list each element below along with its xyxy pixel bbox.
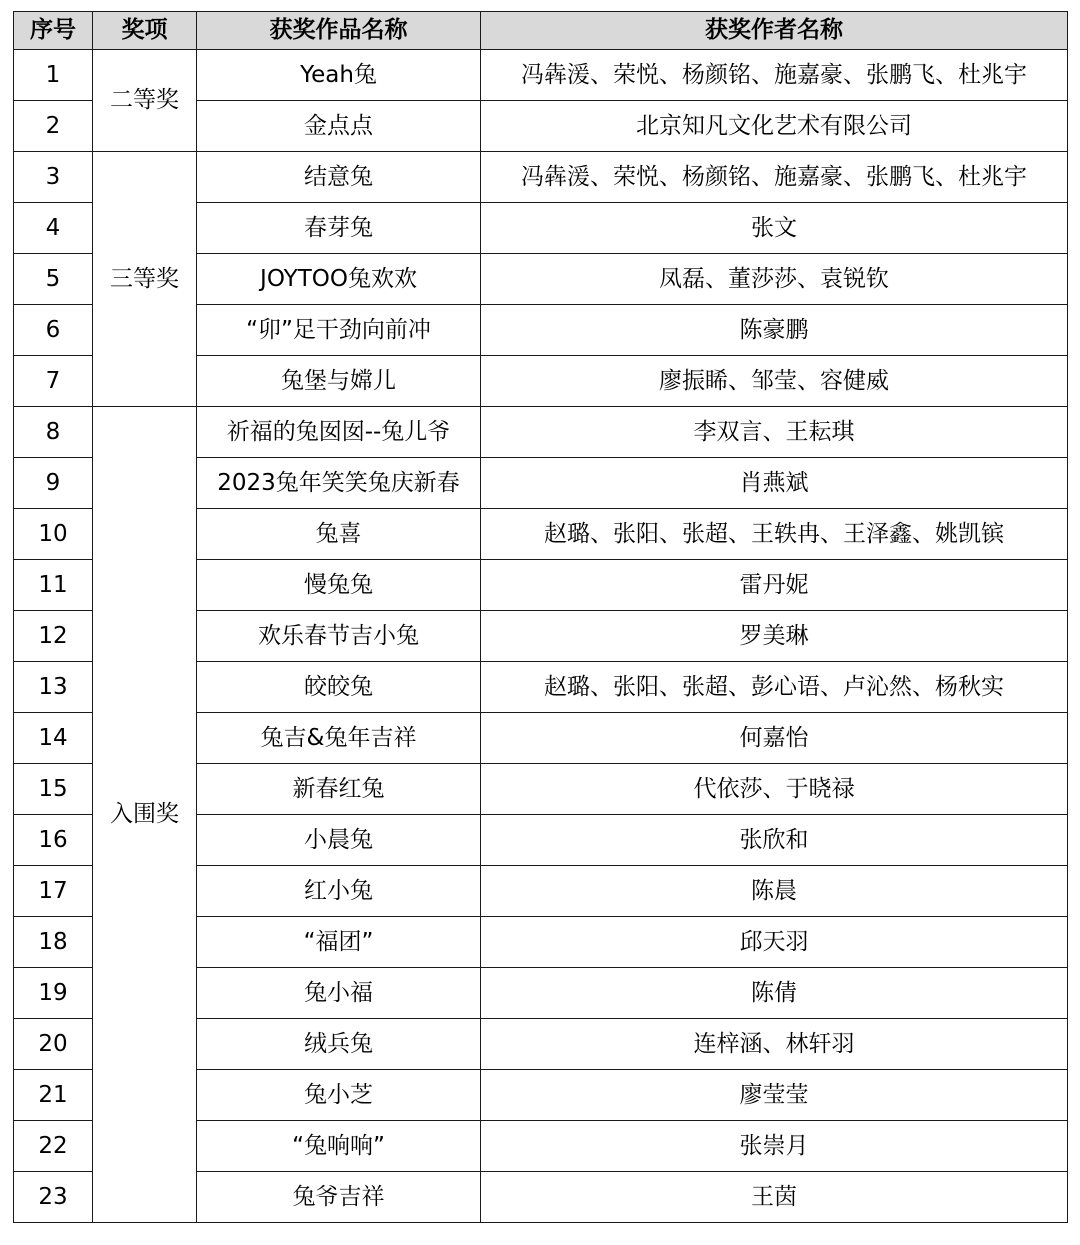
header-work: 获奖作品名称: [197, 12, 481, 50]
row-author: 邱天羽: [481, 917, 1068, 968]
row-author: 陈晨: [481, 866, 1068, 917]
row-work: 慢兔兔: [197, 560, 481, 611]
row-author: 陈倩: [481, 968, 1068, 1019]
row-work: 兔喜: [197, 509, 481, 560]
row-work: 兔吉&兔年吉祥: [197, 713, 481, 764]
award-group-third: 三等奖: [93, 152, 197, 407]
row-author: 张欣和: [481, 815, 1068, 866]
row-no: 19: [14, 968, 93, 1019]
row-work: 春芽兔: [197, 203, 481, 254]
row-author: 赵璐、张阳、张超、彭心语、卢沁然、杨秋实: [481, 662, 1068, 713]
row-no: 7: [14, 356, 93, 407]
row-no: 9: [14, 458, 93, 509]
table-row: [14, 152, 1068, 203]
row-work: 欢乐春节吉小兔: [197, 611, 481, 662]
row-no: 20: [14, 1019, 93, 1070]
row-author: 冯犇湲、荣悦、杨颜铭、施嘉豪、张鹏飞、杜兆宇: [481, 152, 1068, 203]
row-work: “兔响响”: [197, 1121, 481, 1172]
row-no: 15: [14, 764, 93, 815]
row-no: 21: [14, 1070, 93, 1121]
row-work: 兔小芝: [197, 1070, 481, 1121]
row-work: 结意兔: [197, 152, 481, 203]
header-author: 获奖作者名称: [481, 12, 1068, 50]
row-no: 17: [14, 866, 93, 917]
row-author: 雷丹妮: [481, 560, 1068, 611]
row-work: “福团”: [197, 917, 481, 968]
table-row: [14, 407, 1068, 458]
row-work: 金点点: [197, 101, 481, 152]
row-no: 22: [14, 1121, 93, 1172]
awards-table: [13, 11, 1068, 1223]
row-work: JOYTOO兔欢欢: [197, 254, 481, 305]
row-no: 8: [14, 407, 93, 458]
row-author: 张崇月: [481, 1121, 1068, 1172]
award-group-second: 二等奖: [93, 50, 197, 152]
row-no: 23: [14, 1172, 93, 1223]
row-no: 3: [14, 152, 93, 203]
row-author: 罗美琳: [481, 611, 1068, 662]
row-author: 廖振睎、邹莹、容健威: [481, 356, 1068, 407]
header-no: 序号: [14, 12, 93, 50]
row-work: 红小兔: [197, 866, 481, 917]
row-no: 16: [14, 815, 93, 866]
row-no: 1: [14, 50, 93, 101]
row-author: 何嘉怡: [481, 713, 1068, 764]
row-no: 10: [14, 509, 93, 560]
row-no: 6: [14, 305, 93, 356]
row-author: 北京知凡文化艺术有限公司: [481, 101, 1068, 152]
row-work: 绒兵兔: [197, 1019, 481, 1070]
row-no: 14: [14, 713, 93, 764]
header-award: 奖项: [93, 12, 197, 50]
row-work: Yeah兔: [197, 50, 481, 101]
row-no: 5: [14, 254, 93, 305]
row-author: 连梓涵、林轩羽: [481, 1019, 1068, 1070]
row-no: 18: [14, 917, 93, 968]
row-work: 兔堡与嫦儿: [197, 356, 481, 407]
row-author: 张文: [481, 203, 1068, 254]
row-author: 肖燕斌: [481, 458, 1068, 509]
row-author: 冯犇湲、荣悦、杨颜铭、施嘉豪、张鹏飞、杜兆宇: [481, 50, 1068, 101]
row-work: 兔爷吉祥: [197, 1172, 481, 1223]
row-no: 13: [14, 662, 93, 713]
table-body: [14, 50, 1068, 1223]
row-no: 11: [14, 560, 93, 611]
row-no: 12: [14, 611, 93, 662]
row-author: 廖莹莹: [481, 1070, 1068, 1121]
table-header: [14, 12, 1068, 50]
row-no: 2: [14, 101, 93, 152]
row-work: 祈福的兔囡囡--兔儿爷: [197, 407, 481, 458]
row-author: 陈豪鹏: [481, 305, 1068, 356]
row-author: 代依莎、于晓禄: [481, 764, 1068, 815]
row-work: 兔小福: [197, 968, 481, 1019]
row-work: 新春红兔: [197, 764, 481, 815]
row-work: 2023兔年笑笑兔庆新春: [197, 458, 481, 509]
row-work: 小晨兔: [197, 815, 481, 866]
row-no: 4: [14, 203, 93, 254]
row-work: 皎皎兔: [197, 662, 481, 713]
row-author: 王茵: [481, 1172, 1068, 1223]
row-work: “卯”足干劲向前冲: [197, 305, 481, 356]
table-row: [14, 50, 1068, 101]
row-author: 李双言、王耘琪: [481, 407, 1068, 458]
award-group-finalist: 入围奖: [93, 407, 197, 1223]
row-author: 赵璐、张阳、张超、王轶冉、王泽鑫、姚凯镔: [481, 509, 1068, 560]
row-author: 凤磊、董莎莎、袁锐钦: [481, 254, 1068, 305]
header-row: [14, 12, 1068, 50]
